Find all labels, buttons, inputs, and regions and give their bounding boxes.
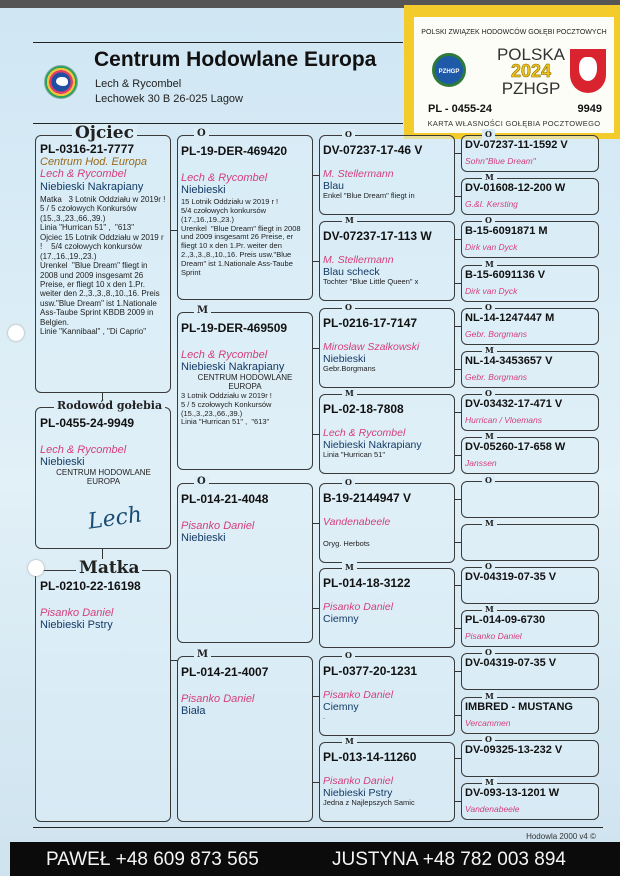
- card-title: [496, 46, 566, 97]
- owner: Vercammen: [465, 718, 511, 728]
- sex-label: M: [194, 305, 211, 317]
- ring-number: NL-14-1247447 M: [465, 312, 555, 324]
- sex-label: O: [342, 650, 355, 660]
- gen4-card[interactable]: [461, 518, 599, 561]
- signature: Lech: [86, 502, 144, 535]
- connector: [313, 696, 319, 697]
- owner: Lech & Rycombel: [181, 349, 268, 361]
- sex-label: O: [482, 302, 495, 312]
- gen4-card[interactable]: [461, 604, 599, 647]
- owner: Lech & Rycombel: [323, 427, 406, 439]
- owner: G.&I. Kersting: [465, 199, 518, 209]
- sex-label: O: [482, 215, 495, 225]
- sex-label: M: [482, 259, 497, 269]
- polish-eagle-icon: [570, 49, 606, 93]
- connector: [455, 412, 461, 413]
- connector: [313, 348, 319, 349]
- owner: Gebr. Borgmans: [465, 372, 528, 382]
- gen3-card[interactable]: [319, 215, 455, 301]
- emblem-text: PZHGP: [438, 69, 460, 75]
- ring-number: PL-19-DER-469509: [181, 321, 288, 335]
- gen4-card[interactable]: [461, 129, 599, 172]
- sex-label: O: [482, 647, 495, 657]
- connector: [455, 801, 461, 802]
- connector: [455, 499, 461, 500]
- ring-number: DV-093-13-1201 W: [465, 787, 560, 799]
- ring-number: DV-05260-17-658 W: [465, 441, 566, 453]
- sex-label: O: [194, 128, 209, 140]
- sex-label: O: [482, 734, 495, 744]
- notes: 3 Lotnik Oddziału w 2019r ! 5 / 5 czołowych Konkursów (15.,3.,23.,66.,39.) Linia "Hurrican 51" , "613": [181, 390, 272, 427]
- connector: [313, 261, 319, 262]
- ring-number: DV-09325-13-232 V: [465, 744, 563, 756]
- owner: Pisanko Daniel: [181, 520, 255, 532]
- color: Ciemny: [323, 701, 359, 713]
- card-footer: KARTA WŁASNOŚCI GOŁĘBIA POCZTOWEGO: [427, 119, 601, 128]
- notes: Jedna z Najlepszych Samic: [323, 798, 415, 807]
- connector: [455, 326, 461, 327]
- gen4-card[interactable]: [461, 691, 599, 734]
- ownership-card: [404, 5, 620, 139]
- card-heading: POLSKI ZWIĄZEK HODOWCÓW GOŁĘBI POCZTOWYCH: [421, 29, 607, 36]
- color: Blau: [323, 180, 345, 192]
- father-color: Niebieski Nakrapiany: [40, 181, 144, 193]
- ring-number: DV-07237-17-113 W: [323, 229, 432, 243]
- owner: Hurrican / Vloemans: [465, 415, 543, 425]
- ring-number: PL-014-21-4048: [181, 492, 269, 506]
- sex-label: M: [342, 215, 357, 225]
- gen4-card[interactable]: [461, 647, 599, 690]
- granddam-paternal-card[interactable]: [177, 305, 313, 470]
- sex-label: M: [482, 431, 497, 441]
- connector: [455, 715, 461, 716]
- pigeon-ring: PL-0455-24-9949: [40, 416, 135, 430]
- color: Niebieski: [181, 532, 226, 544]
- mother-label: Matka: [76, 559, 142, 577]
- mother-owner: Pisanko Daniel: [40, 607, 114, 619]
- gen4-card[interactable]: [461, 215, 599, 258]
- sex-label: M: [482, 691, 497, 701]
- connector: [455, 671, 461, 672]
- owner: Vandenabeele: [465, 804, 520, 814]
- binder-hole: [8, 325, 24, 341]
- notes: Oryg. Herbots: [323, 539, 370, 548]
- color: Niebieski Nakrapiany: [323, 439, 422, 451]
- color: Niebieski: [323, 353, 366, 365]
- sex-label: O: [482, 388, 495, 398]
- sex-label: O: [482, 129, 495, 139]
- gen3-card[interactable]: [319, 129, 455, 215]
- sex-label: O: [342, 477, 355, 487]
- owner-address: Lechowek 30 B 26-025 Lagow: [95, 93, 243, 105]
- club-logo: [44, 65, 78, 99]
- notes: Linia "Hurrican 51": [323, 450, 386, 459]
- color: Blau scheck: [323, 266, 380, 278]
- sex-label: M: [482, 777, 497, 787]
- pigeon-owner: Lech & Rycombel: [40, 444, 127, 456]
- ring-number: DV-01608-12-200 W: [465, 182, 566, 194]
- owner: M. Stellermann: [323, 254, 394, 266]
- color: Niebieski: [181, 184, 226, 196]
- ring-number: PL-014-09-6730: [465, 614, 546, 626]
- notes: Gebr.Borgmans: [323, 364, 376, 373]
- gen3-card[interactable]: [319, 736, 455, 822]
- contact-pawel: PAWEŁ +48 609 873 565: [46, 849, 259, 870]
- sex-label: M: [342, 562, 357, 572]
- pigeon-breeder: CENTRUM HODOWLANE EUROPA: [56, 468, 151, 487]
- grandsire-paternal-card[interactable]: [177, 128, 313, 300]
- father-breeder: Centrum Hod. Europa: [40, 156, 147, 168]
- footer-rule: [33, 827, 603, 828]
- gen4-card[interactable]: [461, 431, 599, 474]
- sex-label: M: [482, 518, 497, 528]
- ring-number: PL-014-18-3122: [323, 576, 411, 590]
- sex-label: M: [342, 736, 357, 746]
- father-card[interactable]: [35, 123, 171, 393]
- sex-label: M: [482, 604, 497, 614]
- sex-label: M: [194, 649, 211, 661]
- owner: Pisanko Daniel: [323, 689, 394, 701]
- gen4-card[interactable]: [461, 734, 599, 777]
- connector: [455, 153, 461, 154]
- color: Niebieski Nakrapiany: [181, 361, 285, 373]
- gen4-card[interactable]: [461, 777, 599, 820]
- connector: [455, 196, 461, 197]
- connector: [455, 369, 461, 370]
- sex-label: O: [342, 129, 355, 139]
- ring-number: DV-07237-17-46 V: [323, 143, 423, 157]
- ring-number: DV-07237-11-1592 V: [465, 139, 568, 151]
- notes: .: [323, 712, 326, 721]
- notes: Tochter "Blue Little Queen" x: [323, 277, 419, 286]
- father-ring: PL-0316-21-7777: [40, 142, 135, 156]
- pigeon-card[interactable]: [35, 399, 171, 549]
- owner: Janssen: [465, 458, 497, 468]
- binder-hole: [28, 560, 44, 576]
- gen3-card[interactable]: [319, 477, 455, 563]
- owner: Pisanko Daniel: [323, 775, 394, 787]
- pigeon-label: Rodowód gołebia: [54, 400, 165, 412]
- sex-label: O: [482, 561, 495, 571]
- granddam-maternal-card[interactable]: [177, 649, 313, 822]
- contact-bar: [10, 842, 620, 876]
- owner: Vandenabeele: [323, 516, 391, 528]
- mother-card[interactable]: [35, 558, 171, 822]
- header-rule-top: [33, 42, 403, 43]
- father-notes: Matka 3 Lotnik Oddziału w 2019r ! 5 / 5 czołowych Konkursów (15.,3.,23.,66.,39.) Linia "Hurrican 51" , "613" Ojciec 15 Lotnik Oddziału w 2019 r ! 5/4 czołowych konkursów (17.,16.,19.,23.) Urenkel "Blue Dream" fliegt in 2008 und 2009 insgesamt 26 Preise, er fliegt 10 x den 1.Pr. weiter den 2.,3.,3.,8.,10.,16. Preis usw."Blue Dream" ist 1.Nationale Ass-Taube Sprint KBDB 2009 in Belgien. Linie "Kannibaal" , "Di Caprio": [40, 195, 166, 337]
- connector: [455, 239, 461, 240]
- sex-label: O: [342, 302, 355, 312]
- father-label: Ojciec: [72, 124, 137, 142]
- grandsire-maternal-card[interactable]: [177, 476, 313, 643]
- gen4-card[interactable]: [461, 302, 599, 345]
- sex-label: M: [482, 345, 497, 355]
- card-year: 2024: [510, 61, 552, 81]
- card-ring-number: PL - 0455-24: [428, 103, 493, 115]
- notes: 15 Lotnik Oddziału w 2019 r ! 5/4 czołowych konkursów (17.,16.,19.,23.) Urenkel "Blue Dream" fliegt in 2008 und 2009 insgesamt 26 Preise, er fliegt 10 x den 1.Pr. weiter den 2.,3.,3.,8.,10.,16. Preis usw."Blue Dream" ist 1.Nationale Ass-Taube Sprint: [181, 197, 301, 277]
- connector: [313, 434, 319, 435]
- contact-justyna: JUSTYNA +48 782 003 894: [332, 849, 566, 870]
- ring-number: B-15-6091871 M: [465, 225, 548, 237]
- owner-name: Lech & Rycombel: [95, 78, 182, 90]
- breeder: CENTRUM HODOWLANE EUROPA: [197, 373, 293, 392]
- owner: Lech & Rycombel: [181, 172, 268, 184]
- father-owner: Lech & Rycombel: [40, 168, 127, 180]
- connector: [455, 585, 461, 586]
- ring-number: PL-19-DER-469420: [181, 144, 288, 158]
- ring-number: PL-0377-20-1231: [323, 664, 418, 678]
- color: Niebieski Pstry: [323, 787, 393, 799]
- page-title: Centrum Hodowlane Europa: [94, 48, 377, 71]
- mother-color: Niebieski Pstry: [40, 619, 113, 631]
- connector: [455, 542, 461, 543]
- ring-number: DV-03432-17-471 V: [465, 398, 563, 410]
- sex-label: O: [482, 475, 495, 485]
- mother-ring: PL-0210-22-16198: [40, 579, 141, 593]
- dove-icon: [56, 77, 68, 86]
- gen3-card[interactable]: [319, 302, 455, 388]
- sex-label: M: [342, 388, 357, 398]
- gen3-card[interactable]: [319, 650, 455, 736]
- sex-label: M: [482, 172, 497, 182]
- ring-number: PL-013-14-11260: [323, 750, 417, 764]
- ring-number: B-15-6091136 V: [465, 269, 546, 281]
- ring-number: PL-014-21-4007: [181, 665, 269, 679]
- card-number: 9949: [577, 103, 602, 115]
- owner: Pisanko Daniel: [465, 631, 522, 641]
- owner: Mirosław Szalkowski: [323, 341, 420, 353]
- owner: Pisanko Daniel: [323, 601, 394, 613]
- connector: [313, 782, 319, 783]
- connector: [313, 523, 319, 524]
- sex-label: O: [194, 476, 209, 488]
- gen4-card[interactable]: [461, 475, 599, 518]
- ring-number: PL-02-18-7808: [323, 402, 404, 416]
- gen3-card[interactable]: [319, 388, 455, 474]
- ring-number: DV-04319-07-35 V: [465, 657, 557, 669]
- ring-number: NL-14-3453657 V: [465, 355, 553, 367]
- notes: Enkel "Blue Dream" fliegt in: [323, 191, 415, 200]
- gen4-card[interactable]: [461, 345, 599, 388]
- color: Biała: [181, 705, 206, 717]
- gen4-card[interactable]: [461, 561, 599, 604]
- connector: [455, 758, 461, 759]
- ring-number: PL-0216-17-7147: [323, 316, 418, 330]
- owner: Dirk van Dyck: [465, 242, 518, 252]
- connector: [455, 455, 461, 456]
- connector: [313, 608, 319, 609]
- software-credit: Hodowla 2000 v4 ©: [526, 832, 596, 841]
- gen4-card[interactable]: [461, 388, 599, 431]
- gen4-card[interactable]: [461, 259, 599, 302]
- owner: Gebr. Borgmans: [465, 329, 528, 339]
- connector: [313, 175, 319, 176]
- card-org: PZHGP: [501, 79, 561, 98]
- ring-number: DV-04319-07-35 V: [465, 571, 557, 583]
- connector: [455, 628, 461, 629]
- owner: Sohn"Blue Dream": [465, 156, 536, 166]
- card-country: POLSKA: [496, 45, 566, 64]
- owner: Dirk van Dyck: [465, 286, 518, 296]
- connector: [455, 283, 461, 284]
- ring-number: IMBRED - MUSTANG: [465, 701, 573, 713]
- gen3-card[interactable]: [319, 562, 455, 648]
- ring-number: B-19-2144947 V: [323, 491, 412, 505]
- owner: Pisanko Daniel: [181, 693, 255, 705]
- gen4-card[interactable]: [461, 172, 599, 215]
- pigeon-color: Niebieski: [40, 456, 85, 468]
- owner: M. Stellermann: [323, 168, 394, 180]
- pzhgp-emblem: [426, 49, 470, 95]
- color: Ciemny: [323, 613, 359, 625]
